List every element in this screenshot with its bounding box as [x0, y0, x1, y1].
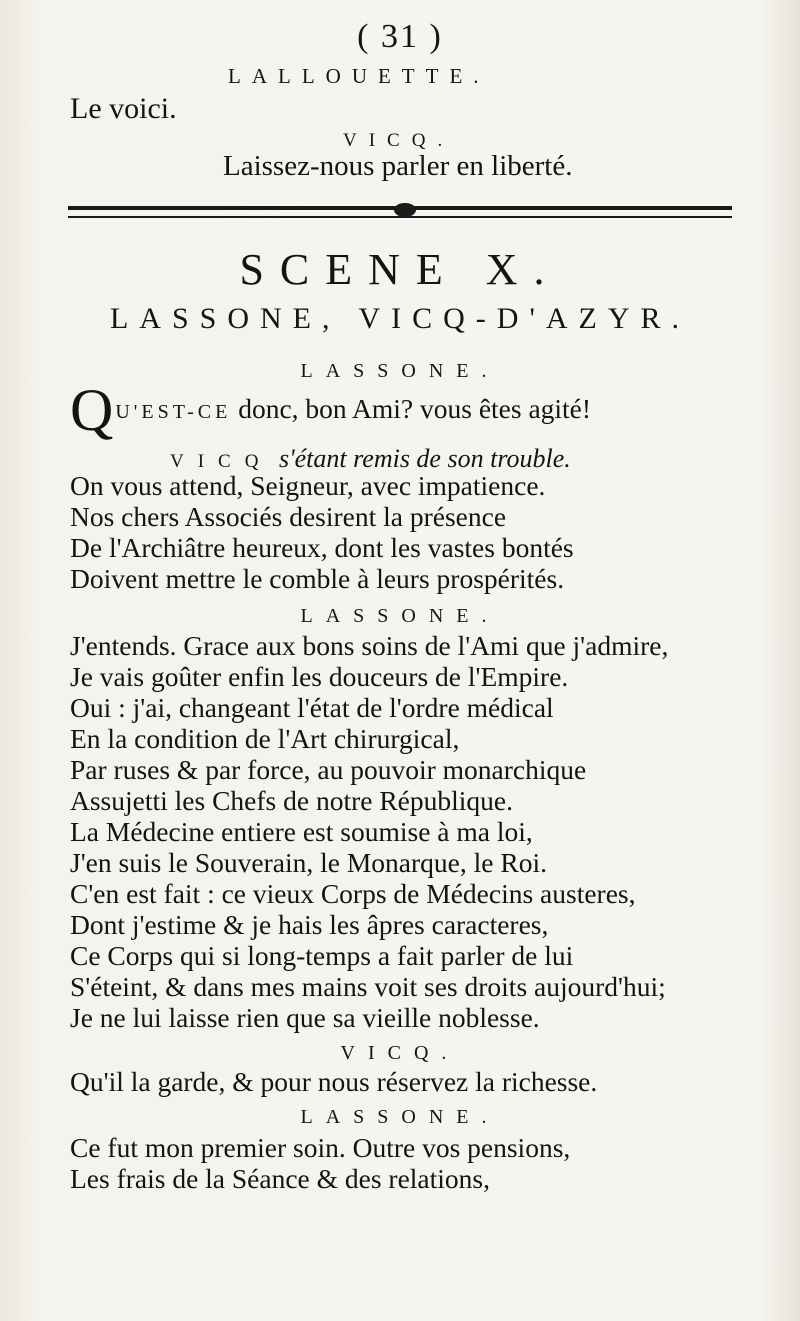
verse-line: Doivent mettre le comble à leurs prospérités. — [70, 563, 565, 594]
verse-line: Le voici. — [70, 92, 177, 125]
speaker-lassone: LASSONE. — [300, 605, 500, 627]
speaker-vicq: VICQ. — [340, 1042, 460, 1064]
verse-line: J'entends. Grace aux bons soins de l'Ami que j'admire, — [70, 630, 669, 661]
verse-line: Dont j'estime & je hais les âpres caracteres, — [70, 909, 549, 940]
verse-text: donc, bon Ami? vous êtes agité! — [231, 393, 592, 424]
page-number: ( 31 ) — [357, 18, 443, 55]
verse-line: La Médecine entiere est soumise à ma loi, — [70, 816, 533, 847]
speaker-lassone: LASSONE. — [300, 1106, 500, 1128]
verse-line: Qu'il la garde, & pour nous réservez la richesse. — [70, 1066, 598, 1097]
speaker-vicq: VICQ. — [343, 130, 455, 151]
verse-line: Je vais goûter enfin les douceurs de l'Empire. — [70, 661, 569, 692]
verse-line: Ce fut mon premier soin. Outre vos pensions, — [70, 1132, 571, 1163]
scene-title: SCENE X. — [239, 245, 561, 294]
verse-line: Nos chers Associés desirent la présence — [70, 501, 507, 532]
verse-line: C'en est fait : ce vieux Corps de Médecins austeres, — [70, 878, 636, 909]
drop-cap: Q — [70, 377, 114, 443]
stage-direction-text: s'étant remis de son trouble. — [278, 444, 571, 473]
ornamental-rule — [68, 206, 732, 222]
verse-line: S'éteint, & dans mes mains voit ses droits aujourd'hui; — [70, 971, 666, 1002]
speaker-lassone: LASSONE. — [300, 360, 500, 382]
verse-line: Ce Corps qui si long-temps a fait parler de lui — [70, 940, 574, 971]
verse-line-first — [70, 377, 592, 443]
verse-line: En la condition de l'Art chirurgical, — [70, 723, 460, 754]
verse-line: J'en suis le Souverain, le Monarque, le Roi. — [70, 847, 547, 878]
verse-line: Laissez-nous parler en liberté. — [223, 150, 573, 182]
verse-line: Assujetti les Chefs de notre République. — [70, 785, 513, 816]
small-caps: U'EST-CE — [115, 401, 232, 423]
scene-cast: LASSONE, VICQ-D'AZYR. — [109, 302, 691, 335]
ornament-icon — [394, 203, 416, 217]
speaker-lallouette: LALLOUETTE. — [228, 64, 490, 88]
verse-line: Je ne lui laisse rien que sa vieille noblesse. — [70, 1002, 540, 1033]
verse-line: On vous attend, Seigneur, avec impatience. — [70, 470, 546, 501]
verse-line: Oui : j'ai, changeant l'état de l'ordre médical — [70, 692, 554, 723]
verse-line: Par ruses & par force, au pouvoir monarchique — [70, 754, 587, 785]
verse-line: De l'Archiâtre heureux, dont les vastes bontés — [70, 532, 574, 563]
speaker-vicq: VICQ — [170, 451, 273, 472]
verse-line: Les frais de la Séance & des relations, — [70, 1163, 490, 1194]
